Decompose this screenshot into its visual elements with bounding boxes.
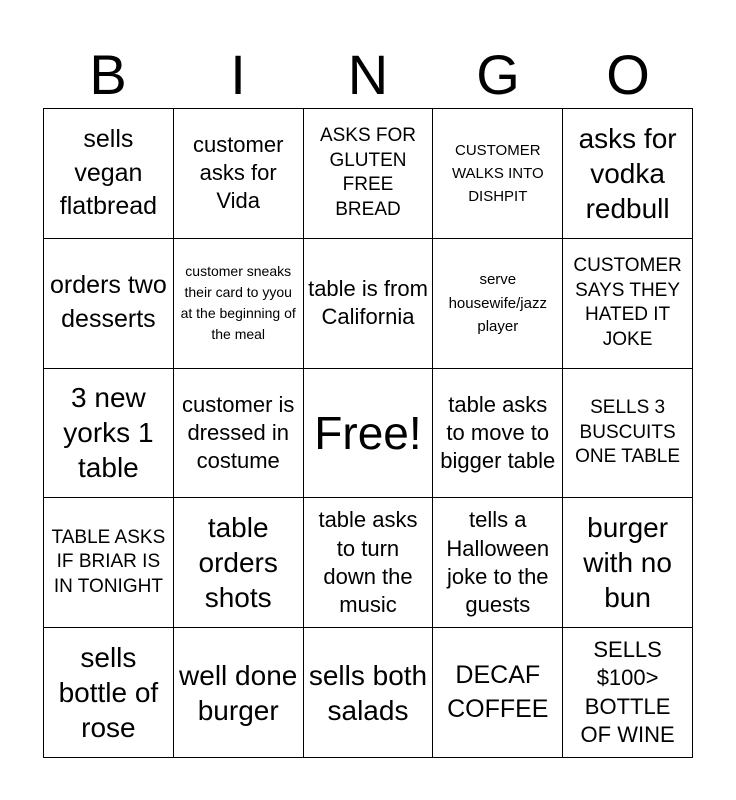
header-letter-i: I	[230, 43, 246, 106]
bingo-cell[interactable]	[433, 628, 563, 758]
cell-text: sells vegan flatbread	[59, 124, 158, 221]
cell-text: table is from California	[308, 276, 428, 330]
bingo-cell[interactable]	[44, 628, 174, 758]
cell-text: asks for vodka redbull	[578, 122, 677, 224]
bingo-cell[interactable]	[304, 628, 434, 758]
cell-text: ASKS FOR GLUTEN FREE BREAD	[319, 125, 417, 221]
header-letter-n: N	[347, 43, 389, 106]
cell-text: well done burger	[179, 659, 298, 726]
bingo-cell[interactable]	[44, 369, 174, 499]
bingo-cell[interactable]	[304, 109, 434, 239]
bingo-cell[interactable]	[433, 239, 563, 369]
cell-text: burger with no bun	[583, 512, 672, 614]
bingo-cell[interactable]	[563, 239, 693, 369]
cell-text: TABLE ASKS IF BRIAR IS IN TONIGHT	[51, 526, 166, 598]
bingo-cell[interactable]	[174, 369, 304, 499]
cell-text: CUSTOMER WALKS INTO DISHPIT	[451, 141, 544, 206]
bingo-cell[interactable]	[44, 498, 174, 628]
cell-text: serve housewife/jazz player	[448, 271, 547, 335]
cell-text: table asks to turn down the music	[318, 507, 418, 617]
cell-text: DECAF COFFEE	[447, 660, 549, 723]
bingo-cell[interactable]	[304, 498, 434, 628]
bingo-cell[interactable]	[563, 109, 693, 239]
bingo-cell[interactable]	[174, 109, 304, 239]
cell-text: customer is dressed in costume	[181, 391, 295, 474]
bingo-cell[interactable]	[174, 498, 304, 628]
cell-text: table orders shots	[198, 512, 278, 614]
cell-text: SELLS 3 BUSCUITS ONE TABLE	[575, 396, 681, 468]
free-space-text: Free!	[314, 406, 422, 459]
bingo-cell[interactable]	[563, 628, 693, 758]
cell-text: sells both salads	[308, 659, 428, 726]
bingo-cell[interactable]	[433, 109, 563, 239]
cell-text: customer sneaks their card to yyou at the beginning of the meal	[180, 263, 296, 343]
cell-text: tells a Halloween joke to the guests	[446, 507, 550, 617]
cell-text: CUSTOMER SAYS THEY HATED IT JOKE	[573, 254, 682, 350]
header-letter-b: B	[89, 43, 127, 106]
cell-text: orders two desserts	[50, 271, 167, 334]
bingo-cell[interactable]	[563, 369, 693, 499]
header-letter-g: G	[476, 43, 520, 106]
cell-text: 3 new yorks 1 table	[63, 382, 154, 484]
header-letter-o: O	[606, 43, 650, 106]
bingo-cell[interactable]	[174, 628, 304, 758]
cell-text: customer asks for Vida	[192, 132, 284, 214]
bingo-cell[interactable]	[44, 109, 174, 239]
bingo-header	[43, 44, 693, 106]
bingo-cell[interactable]	[433, 498, 563, 628]
cell-text: sells bottle of rose	[58, 642, 159, 744]
bingo-cell[interactable]	[563, 498, 693, 628]
bingo-cell[interactable]	[174, 239, 304, 369]
free-space-cell[interactable]	[304, 369, 434, 499]
bingo-cell[interactable]	[44, 239, 174, 369]
cell-text: SELLS $100> BOTTLE OF WINE	[580, 637, 675, 747]
bingo-cell[interactable]	[304, 239, 434, 369]
bingo-grid	[43, 108, 693, 758]
cell-text: table asks to move to bigger table	[440, 391, 556, 474]
bingo-cell[interactable]	[433, 369, 563, 499]
